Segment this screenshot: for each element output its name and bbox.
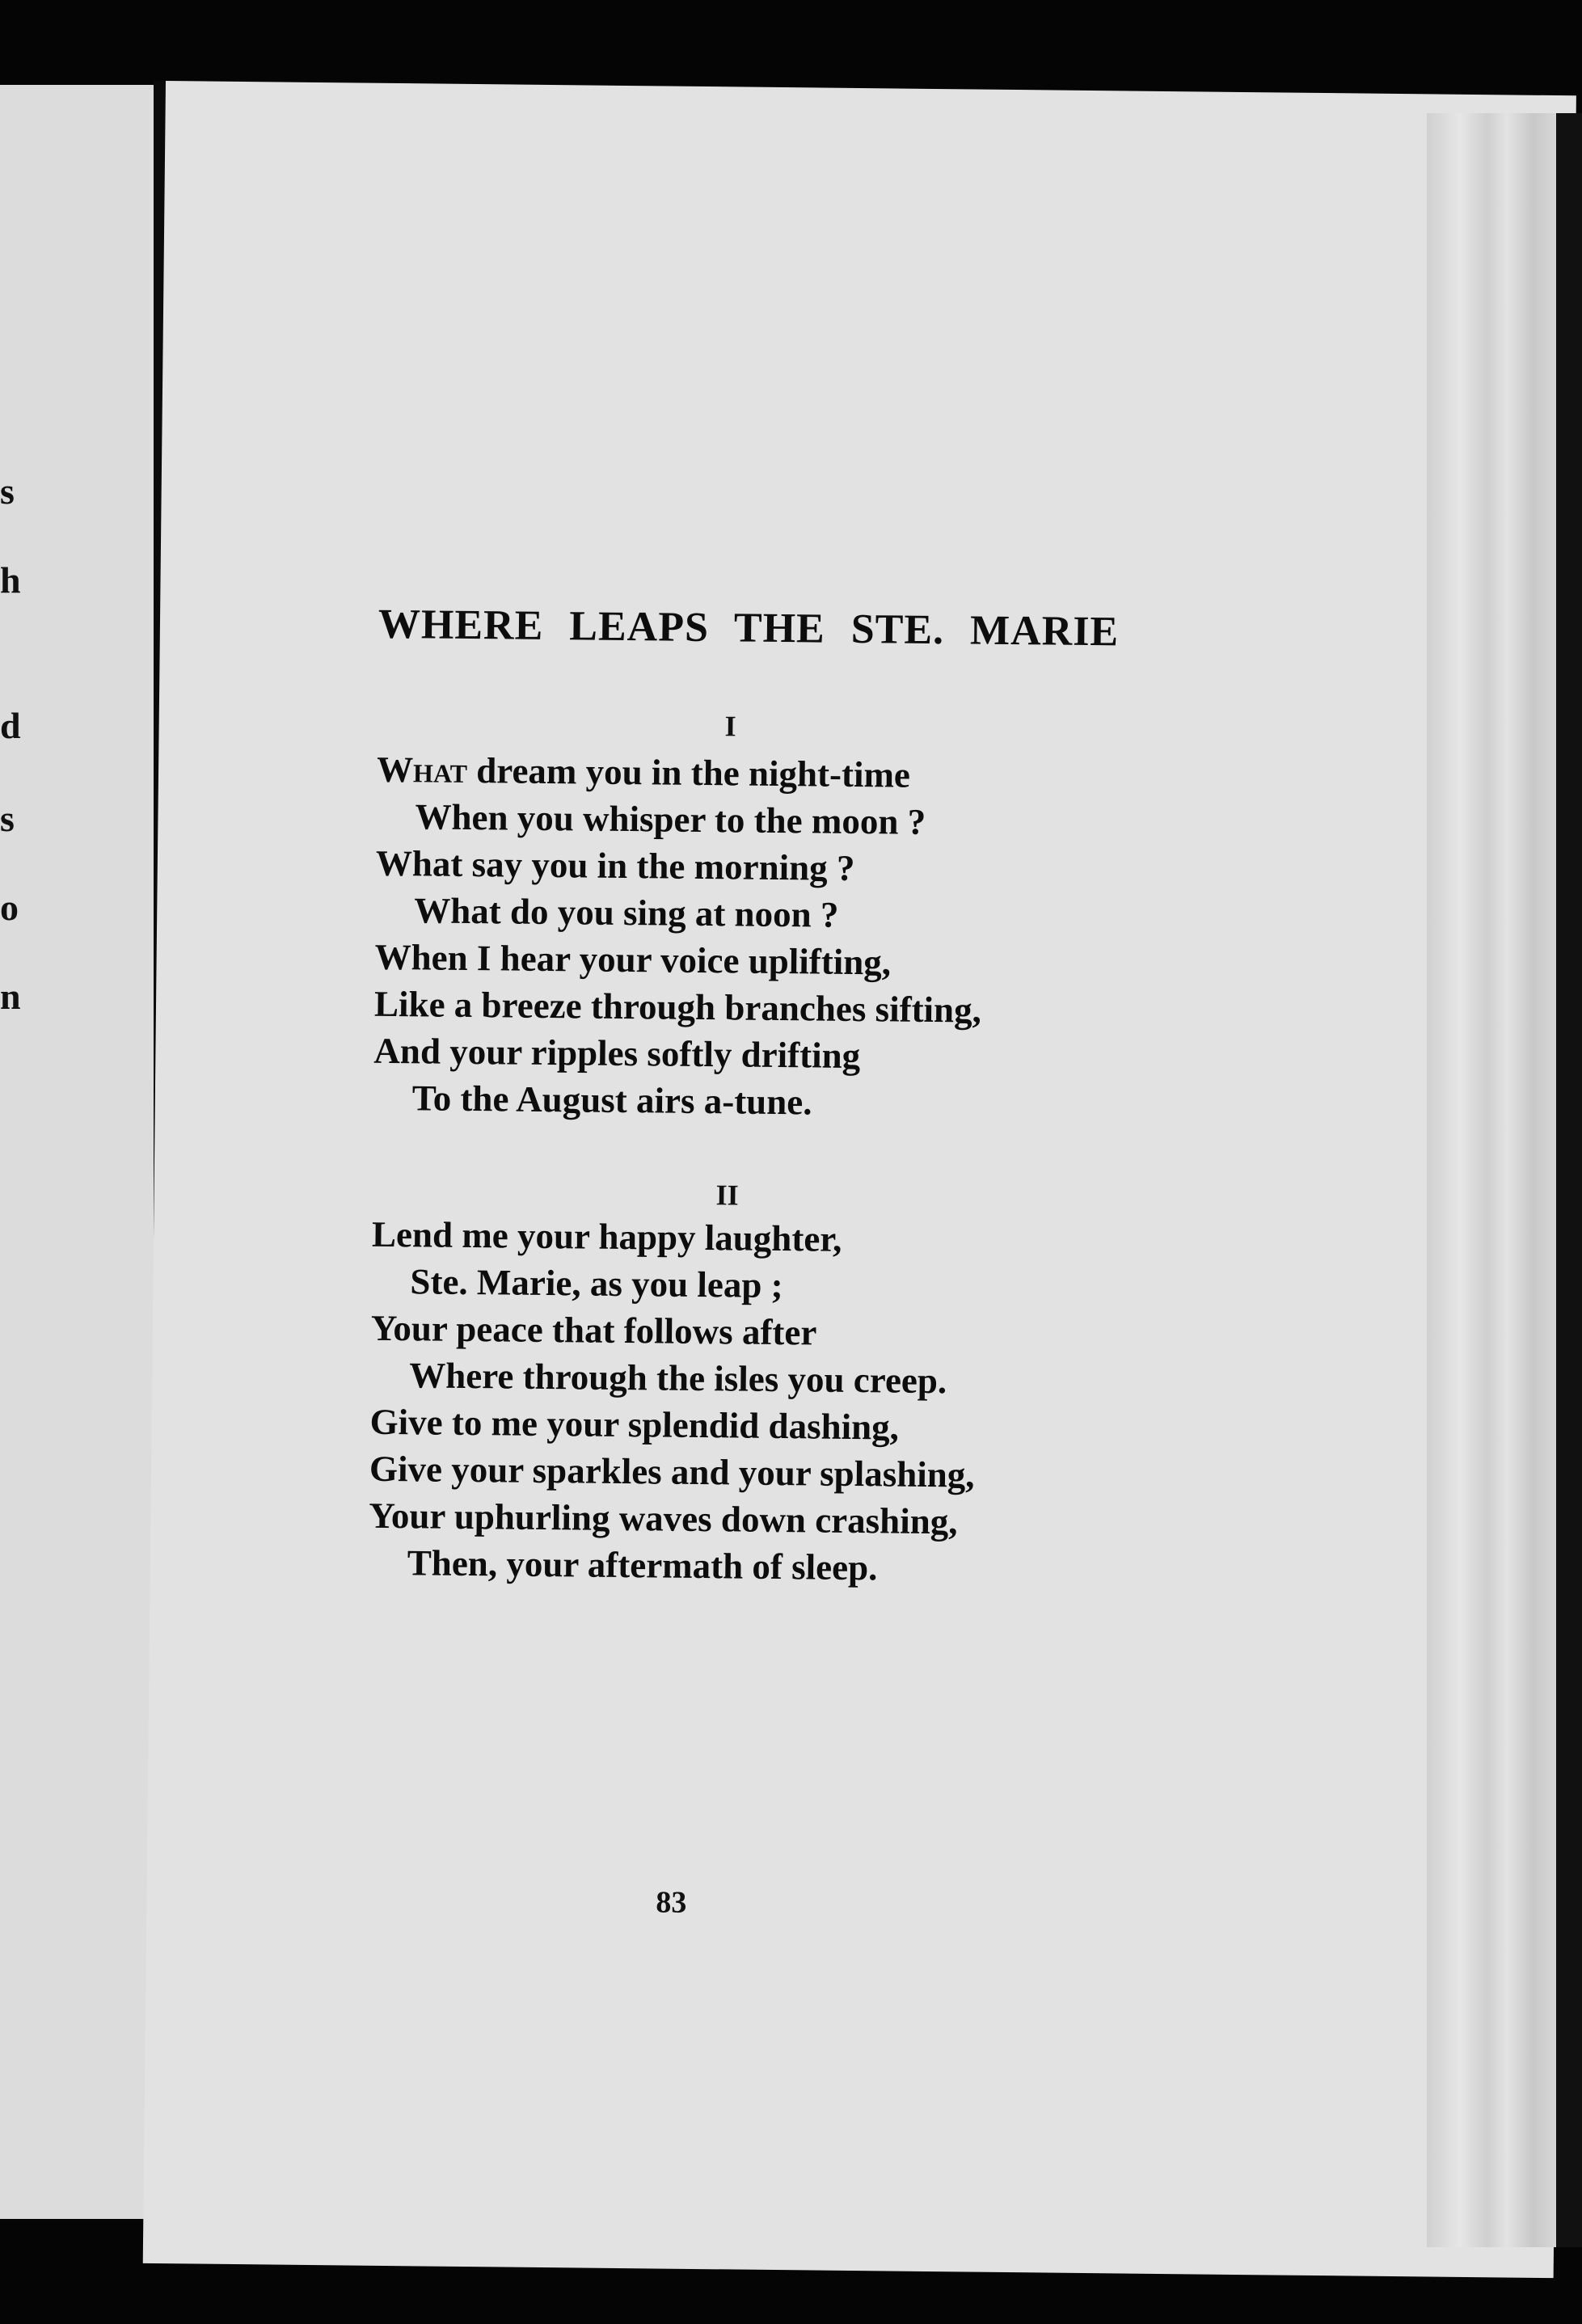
book-cover-edge (1556, 113, 1582, 2247)
verse-line: Give to me your splendid dashing, (369, 1401, 900, 1448)
page-number: 83 (656, 1885, 687, 1920)
verse-line: Ste. Marie, as you leap ; (410, 1261, 783, 1306)
book-page (143, 81, 1576, 2278)
verse-line: Then, your aftermath of sleep. (407, 1542, 878, 1588)
stanza (369, 1211, 977, 1592)
verse-line: What do you sing at noon ? (414, 890, 839, 935)
section-numeral: II (715, 1179, 739, 1212)
verse-line: Your peace that follows after (370, 1307, 817, 1353)
verse-line: Lend me your happy laughter, (371, 1213, 842, 1259)
section-numeral: I (724, 710, 736, 743)
verse-line: What say you in the morning ? (375, 842, 855, 888)
verse-line: And your ripples softly drifting (373, 1030, 861, 1077)
verse-line: When I hear your voice uplifting, (374, 936, 892, 983)
left-page-fragment: h (0, 559, 21, 601)
left-page-fragment: n (0, 976, 21, 1017)
verse-line: What dream you in the night-time (376, 749, 911, 795)
verse-line: Like a breeze through branches sifting, (373, 983, 982, 1031)
verse-line: Your uphurling waves down crashing, (369, 1495, 958, 1542)
verse-line: To the August airs a-tune. (411, 1078, 812, 1123)
left-page-fragment: d (0, 705, 21, 746)
verse-line: When you whisper to the moon ? (415, 796, 926, 842)
left-page-fragment: s (0, 798, 15, 839)
drop-word: What (376, 749, 468, 791)
left-page-fragment: o (0, 887, 19, 928)
verse-line: Where through the isles you creep. (408, 1355, 947, 1402)
previous-page-edge (0, 85, 154, 2219)
poem-title: WHERE LEAPS THE STE. MARIE (378, 601, 1120, 656)
page-fore-edge (1427, 113, 1560, 2247)
stanza (373, 746, 985, 1128)
verse-line: Give your sparkles and your splashing, (369, 1448, 975, 1495)
left-page-fragment: s (0, 470, 15, 512)
